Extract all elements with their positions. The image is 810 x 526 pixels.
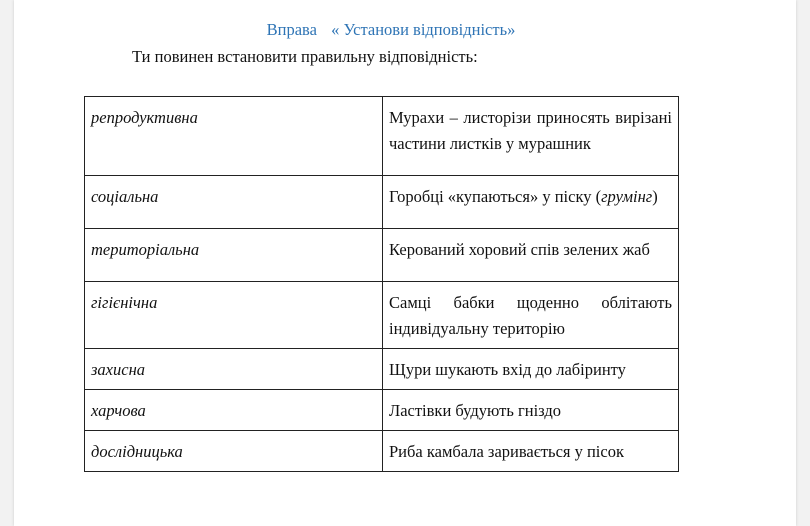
table-row [85, 97, 679, 176]
instruction-text: Ти повинен встановити правильну відповідність: [132, 47, 478, 66]
table-row [85, 229, 679, 282]
exercise-title-name: « Установи відповідність» [331, 20, 516, 39]
example-cell: Самці бабки щоденно облітають індивідуальну територію [383, 282, 679, 349]
table-row [85, 282, 679, 349]
example-cell: Керований хоровий спів зелених жаб [383, 229, 679, 282]
example-cell: Риба камбала заривається у пісок [383, 431, 679, 472]
function-cell: захисна [85, 349, 383, 390]
exercise-title [0, 20, 796, 40]
function-cell: дослідницька [85, 431, 383, 472]
example-cell [383, 176, 679, 229]
table-row [85, 390, 679, 431]
function-cell: соціальна [85, 176, 383, 229]
exercise-title-label: Вправа [266, 20, 317, 39]
matching-table [84, 96, 679, 472]
function-cell: територіальна [85, 229, 383, 282]
function-cell: гігієнічна [85, 282, 383, 349]
function-cell: репродуктивна [85, 97, 383, 176]
table-row [85, 176, 679, 229]
example-text: Горобці «купаються» у піску ( [389, 187, 602, 206]
example-term: грумінг [601, 187, 653, 206]
example-text-end: ) [652, 187, 658, 206]
table-row [85, 431, 679, 472]
table-row [85, 349, 679, 390]
example-cell: Мурахи – листорізи приносять вирізані частини листків у мурашник [383, 97, 679, 176]
example-cell: Щури шукають вхід до лабіринту [383, 349, 679, 390]
function-cell: харчова [85, 390, 383, 431]
example-cell: Ластівки будують гніздо [383, 390, 679, 431]
